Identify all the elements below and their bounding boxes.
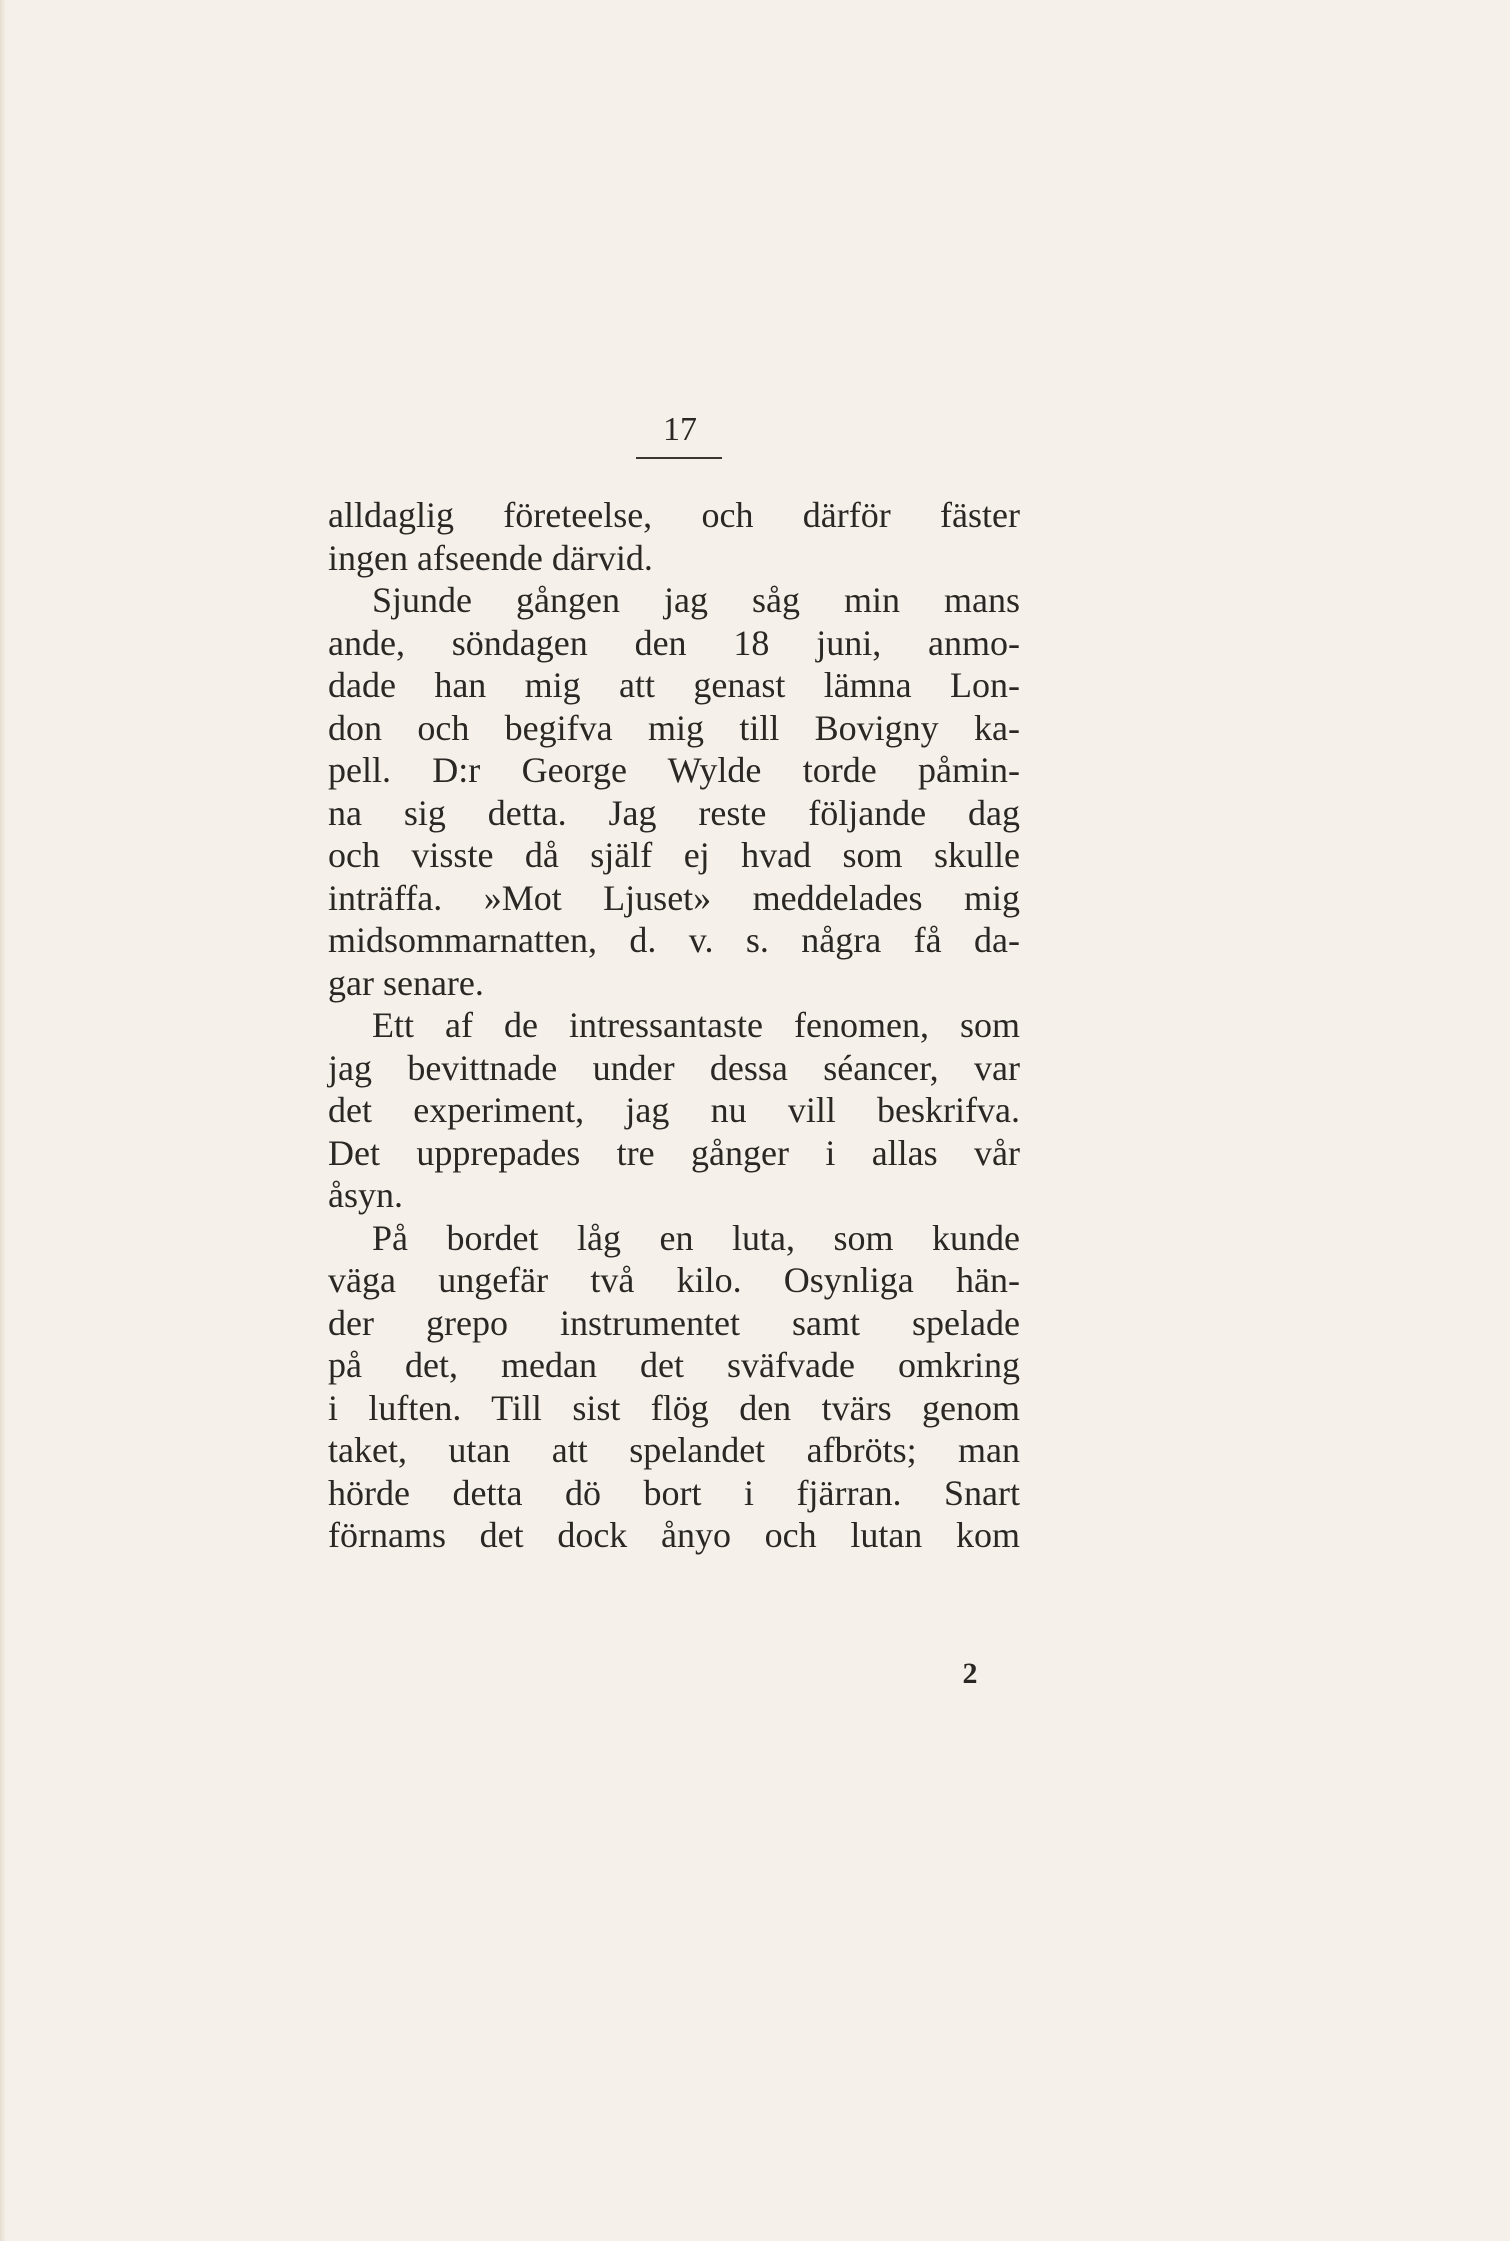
text-line: på det, medan det sväfvade omkring [328, 1345, 1020, 1385]
text-line: Ett af de intressantaste fenomen, som [372, 1005, 1020, 1045]
text-line: Det upprepades tre gånger i allas vår [328, 1132, 1020, 1173]
body-text [328, 494, 1020, 1557]
text-line: der grepo instrumentet samt spelade [328, 1302, 1020, 1343]
page-number: 17 [663, 411, 697, 448]
text-line: och visste då själf ej hvad som skulle [328, 835, 1020, 875]
text-line: dade han mig att genast lämna Lon- [328, 665, 1020, 705]
text-line: inträffa. »Mot Ljuset» meddelades mig [328, 877, 1020, 918]
text-line: det experiment, jag nu vill beskrifva. [328, 1090, 1020, 1130]
text-line: taket, utan att spelandet afbröts; man [328, 1430, 1020, 1470]
text-line: don och begifva mig till Bovigny ka- [328, 707, 1020, 748]
signature-mark: 2 [962, 1657, 978, 1690]
text-line: ingen afseende därvid. [328, 537, 653, 578]
page-number-rule [636, 457, 722, 459]
text-line: åsyn. [328, 1175, 403, 1215]
text-line: ande, söndagen den 18 juni, anmo- [328, 622, 1020, 663]
text-line: alldaglig företeelse, och därför fäster [328, 495, 1020, 535]
text-line: På bordet låg en luta, som kunde [372, 1217, 1020, 1258]
text-line: gar senare. [328, 962, 484, 1003]
text-line: Sjunde gången jag såg min mans [372, 580, 1020, 620]
text-line: midsommarnatten, d. v. s. några få da- [328, 920, 1020, 960]
page-edge-shading [0, 0, 6, 2241]
text-line: hörde detta dö bort i fjärran. Snart [328, 1472, 1020, 1513]
text-line: förnams det dock ånyo och lutan kom [328, 1515, 1020, 1555]
text-line: i luften. Till sist flög den tvärs genom [328, 1387, 1020, 1428]
text-line: pell. D:r George Wylde torde påmin- [328, 750, 1020, 790]
text-line: jag bevittnade under dessa séancer, var [328, 1047, 1020, 1088]
text-line: väga ungefär två kilo. Osynliga hän- [328, 1260, 1020, 1300]
text-line: na sig detta. Jag reste följande dag [328, 792, 1020, 833]
